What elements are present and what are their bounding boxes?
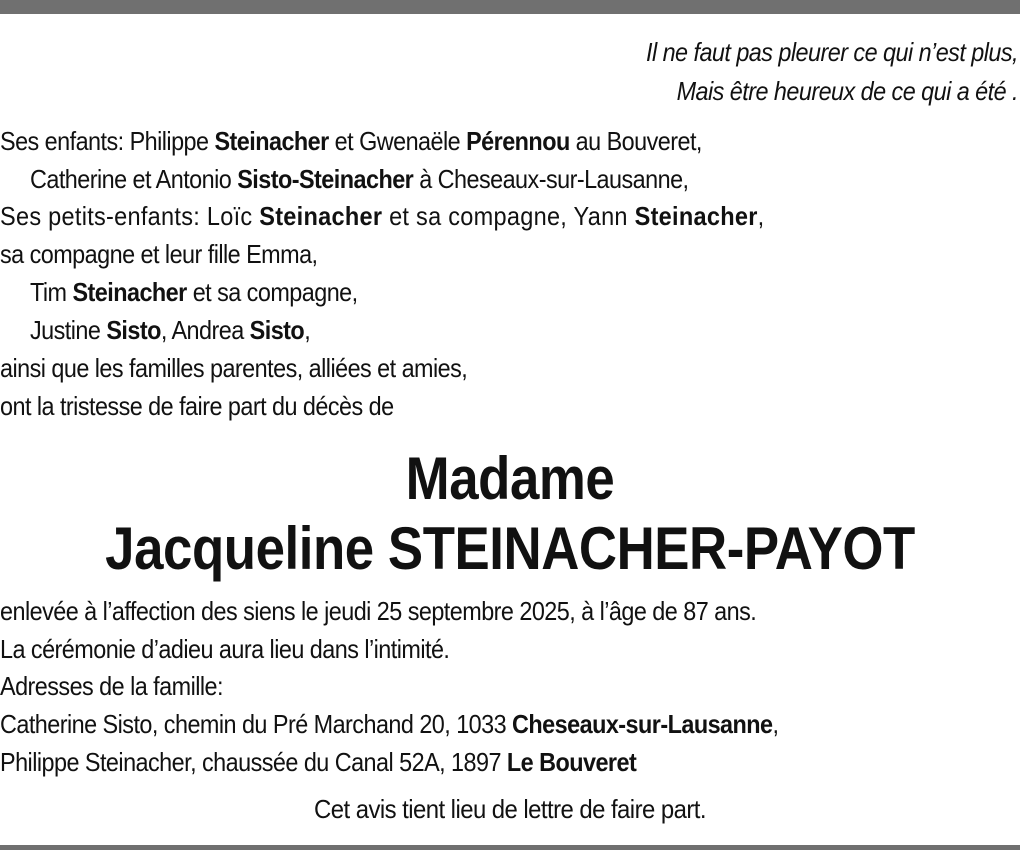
deceased-title: Madame — [405, 445, 615, 512]
family-line-4: sa compagne et leur fille Emma, — [0, 239, 318, 269]
family-line-8: ont la tristesse de faire part du décès de — [0, 391, 394, 421]
address-line-2: Philippe Steinacher, chaussée du Canal 52A, 1897 Le Bouveret — [0, 747, 637, 777]
bottom-rule — [0, 845, 1020, 850]
family-line-5: Tim Steinacher et sa compagne, — [30, 277, 358, 307]
detail-line-1: enlevée à l’affection des siens le jeudi 25 septembre 2025, à l’âge de 87 ans. — [0, 596, 757, 626]
top-rule — [0, 0, 1020, 14]
detail-line-3: Adresses de la famille: — [0, 671, 223, 701]
footer-note: Cet avis tient lieu de lettre de faire part. — [314, 794, 706, 824]
detail-line-2: La cérémonie d’adieu aura lieu dans l’intimité. — [0, 634, 450, 664]
epigraph-line-1: Il ne faut pas pleurer ce qui n’est plus, — [646, 37, 1018, 67]
epigraph-line-2: Mais être heureux de ce qui a été . — [676, 76, 1018, 106]
address-line-1: Catherine Sisto, chemin du Pré Marchand 20, 1033 Cheseaux-sur-Lausanne, — [0, 709, 779, 739]
family-line-7: ainsi que les familles parentes, alliées et amies, — [0, 353, 468, 383]
family-line-2: Catherine et Antonio Sisto-Steinacher à Cheseaux-sur-Lausanne, — [30, 164, 689, 194]
deceased-name: Jacqueline STEINACHER-PAYOT — [105, 515, 915, 582]
family-line-3: Ses petits-enfants: Loïc Steinacher et sa compagne, Yann Steinacher, — [0, 201, 765, 231]
family-line-6: Justine Sisto, Andrea Sisto, — [30, 315, 311, 345]
family-line-1: Ses enfants: Philippe Steinacher et Gwenaële Pérennou au Bouveret, — [0, 126, 702, 156]
